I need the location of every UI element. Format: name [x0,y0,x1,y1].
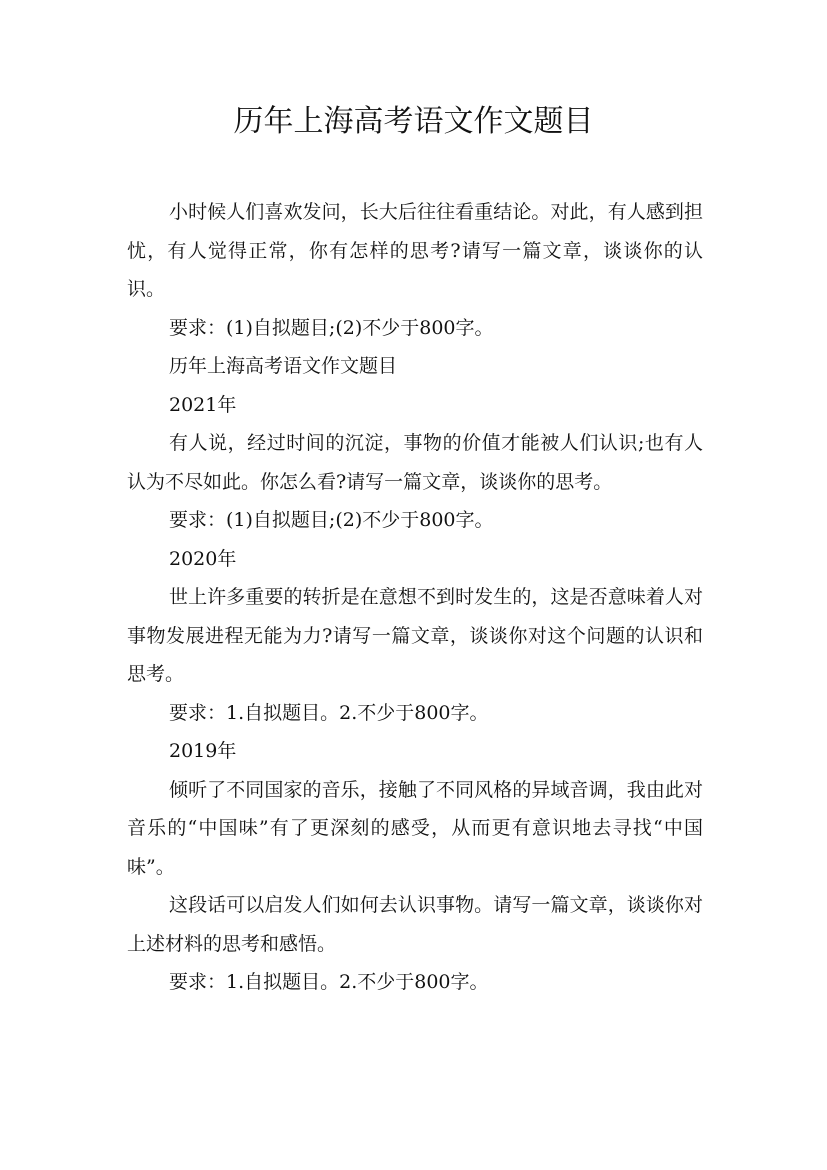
paragraph-section-heading: 历年上海高考语文作文题目 [169,355,398,377]
paragraph-prompt-2020: 世上许多重要的转折是在意想不到时发生的，这是否意味着人对事物发展进程无能为力?请写一篇文章，谈谈你对这个问题的认识和思考。 [127,586,703,685]
paragraph-material-2019: 倾听了不同国家的音乐，接触了不同风格的异域音调，我由此对音乐的“中国味”有了更深刻的感受，从而更有意识地去寻找“中国味”。 [127,778,703,878]
document-body [127,193,703,1002]
paragraph-year-2019: 2019年 [169,740,237,762]
paragraph-year-2021: 2021年 [169,393,237,416]
paragraph-prompt-2021: 有人说，经过时间的沉淀，事物的价值才能被人们认识;也有人认为不尽如此。你怎么看?请写一篇文章，谈谈你的思考。 [127,432,703,493]
paragraph-requirements-2020: 要求：1.自拟题目。2.不少于800字。 [169,701,489,724]
paragraph-requirements-2021: 要求：(1)自拟题目;(2)不少于800字。 [169,509,494,531]
paragraph-requirements-2019: 要求：1.自拟题目。2.不少于800字。 [169,971,489,993]
document-title: 历年上海高考语文作文题目 [233,104,594,139]
paragraph-year-2020: 2020年 [169,547,237,570]
paragraph-intro-prompt: 小时候人们喜欢发问，长大后往往看重结论。对此，有人感到担忧，有人觉得正常，你有怎样的思考?请写一篇文章，谈谈你的认识。 [127,201,703,300]
paragraph-prompt-2019: 这段话可以启发人们如何去认识事物。请写一篇文章，谈谈你对上述材料的思考和感悟。 [127,894,703,955]
paragraph-requirements: 要求：(1)自拟题目;(2)不少于800字。 [169,316,494,339]
